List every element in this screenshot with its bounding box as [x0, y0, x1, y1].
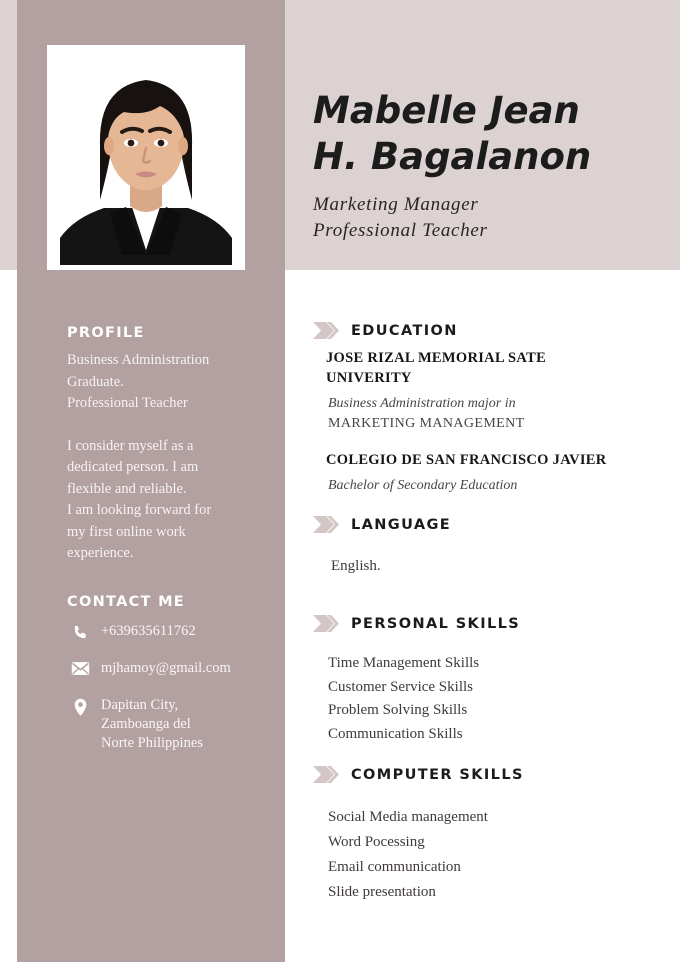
chevron-right-icon — [313, 322, 339, 339]
phone-icon — [67, 622, 93, 641]
personal-skills-list — [313, 652, 668, 746]
profile-line: Business Administration — [67, 352, 210, 368]
list-item: Social Media management — [328, 809, 488, 825]
address-text — [93, 696, 203, 753]
language-list — [313, 555, 668, 577]
list-item: English. — [331, 558, 381, 574]
personal-skills-heading-row — [313, 615, 668, 632]
phone-line: +639635611762 — [101, 623, 196, 639]
profile-line: Professional Teacher — [67, 395, 188, 411]
education-entry-1 — [313, 348, 668, 434]
section-computer-skills — [313, 766, 668, 905]
name-line-2: H. Bagalanon — [313, 135, 592, 178]
envelope-icon — [67, 659, 93, 676]
list-item: Word Pocessing — [328, 834, 425, 850]
education-entry-2 — [313, 450, 668, 496]
degree-italic: Bachelor of Secondary Education — [328, 478, 518, 493]
portrait-illustration — [52, 50, 240, 265]
school-name-line: UNIVERITY — [326, 370, 412, 386]
address-line: Zamboanga del — [101, 716, 191, 732]
name-line-1: Mabelle Jean — [313, 89, 580, 132]
email-line: mjhamoy@gmail.com — [101, 660, 231, 676]
computer-skills-heading-row — [313, 766, 668, 783]
degree-italic: Business Administration major in — [328, 396, 516, 411]
contact-list — [67, 622, 282, 771]
education-heading-row — [313, 322, 668, 339]
language-heading-row — [313, 516, 668, 533]
contact-heading: CONTACT ME — [67, 594, 186, 610]
profile-paragraph-line: I consider myself as a — [67, 437, 194, 454]
role-line-2: Professional Teacher — [313, 220, 488, 241]
chevron-right-icon — [313, 766, 339, 783]
photo-frame — [47, 45, 245, 270]
contact-item-email[interactable] — [67, 659, 282, 678]
education-title: EDUCATION — [351, 322, 458, 339]
section-personal-skills — [313, 615, 668, 746]
paragraph-gap — [67, 415, 267, 436]
profile-paragraph-line: flexible and reliable. — [67, 480, 187, 497]
section-education — [313, 322, 668, 496]
page-title — [313, 88, 663, 180]
list-item: Communication Skills — [328, 725, 463, 742]
chevron-right-icon — [313, 615, 339, 632]
list-item: Email communication — [328, 859, 461, 875]
left-accent-strip — [0, 0, 17, 270]
address-line: Dapitan City, — [101, 697, 179, 713]
email-text — [93, 659, 231, 678]
contact-item-address[interactable] — [67, 696, 282, 753]
computer-skills-title: COMPUTER SKILLS — [351, 766, 524, 783]
list-item: Customer Service Skills — [328, 678, 473, 695]
list-item: Time Management Skills — [328, 655, 480, 671]
list-item: Problem Solving Skills — [328, 702, 468, 718]
section-language — [313, 516, 668, 577]
location-pin-icon — [67, 696, 93, 717]
contact-item-phone[interactable] — [67, 622, 282, 641]
avatar — [52, 50, 240, 265]
school-name-line: COLEGIO DE SAN FRANCISCO JAVIER — [326, 452, 607, 468]
computer-skills-list — [313, 805, 668, 905]
role-line-1: Marketing Manager — [313, 194, 479, 215]
personal-skills-title: PERSONAL SKILLS — [351, 615, 521, 632]
profile-paragraph-line: dedicated person. I am — [67, 459, 199, 475]
profile-paragraph-line: experience. — [67, 545, 134, 561]
school-name-line: JOSE RIZAL MEMORIAL SATE — [326, 350, 547, 366]
list-item: Slide presentation — [328, 884, 436, 900]
profile-paragraph-line: my first online work — [67, 523, 186, 540]
language-title: LANGUAGE — [351, 516, 452, 533]
degree-caps: MARKETING MANAGEMENT — [328, 416, 525, 431]
phone-text — [93, 622, 196, 641]
chevron-right-icon — [313, 516, 339, 533]
address-line: Norte Philippines — [101, 735, 203, 751]
profile-line: Graduate. — [67, 373, 124, 390]
job-title — [313, 192, 663, 244]
profile-paragraph-line: I am looking forward for — [67, 502, 212, 518]
profile-heading: PROFILE — [67, 325, 145, 341]
profile-body — [67, 350, 267, 565]
